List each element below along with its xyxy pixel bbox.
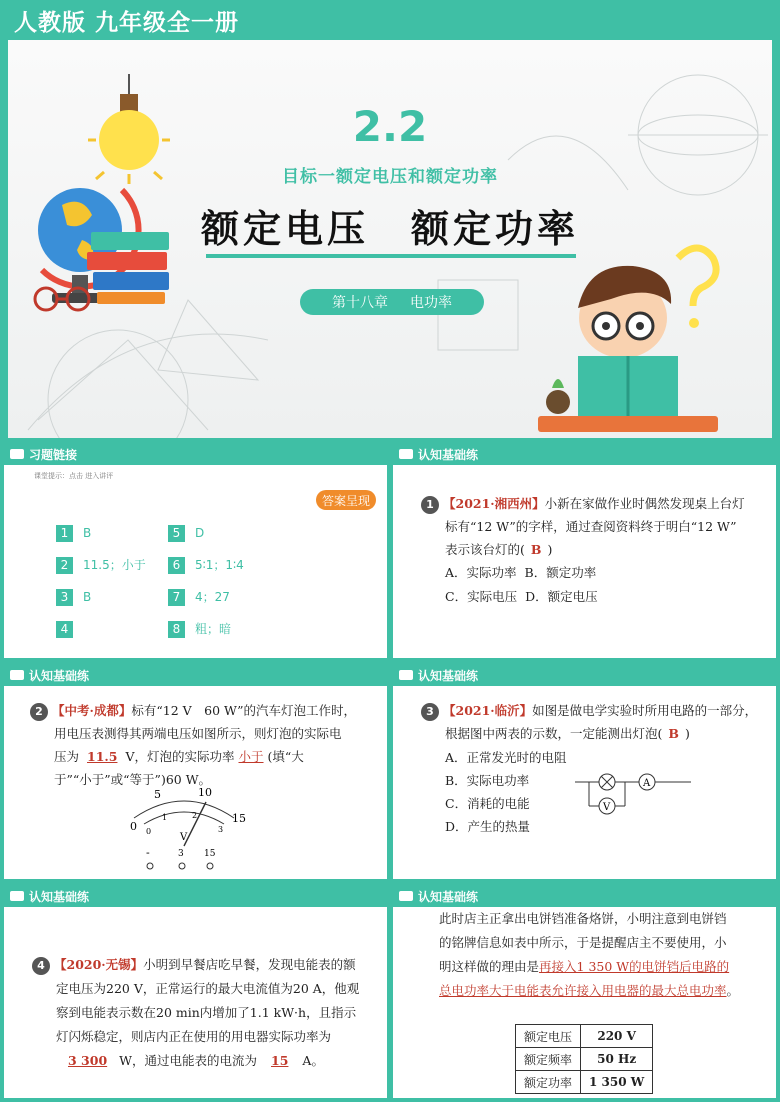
answer-value: 4；27: [195, 590, 230, 604]
option-d: D．额定电压: [525, 589, 598, 604]
panel-header: [393, 443, 776, 465]
question-text-line: 于”“小于”或“等于”)60 W。: [54, 772, 212, 787]
title-banner: [8, 40, 772, 438]
meter-inner-label: 1: [162, 813, 168, 822]
option-c: C．消耗的电能: [445, 796, 530, 811]
answer-choice: B: [668, 726, 679, 741]
table-row: [516, 1048, 653, 1071]
answer-link-6[interactable]: [168, 555, 244, 575]
question-2-panel: [4, 664, 387, 879]
meter-terminal-label: -: [146, 846, 150, 859]
question-text-line: 表示该台灯的(: [445, 542, 525, 557]
question-text-line: V，灯泡的实际功率: [125, 749, 235, 764]
answer-number-box: 4: [56, 621, 73, 638]
answer-number-box: 7: [168, 589, 185, 606]
spec-label: 额定频率: [516, 1048, 581, 1071]
question-text-line: 小明到早餐店吃早餐，发现电能表的额: [143, 957, 356, 972]
question-text-line: 如图是做电学实验时所用电路的一部分，: [532, 703, 758, 718]
spec-label: 额定电压: [516, 1025, 581, 1048]
question-text-line: ): [547, 542, 553, 557]
panel-header: [4, 664, 387, 686]
question-text-line: 用电压表测得其两端电压如图所示，则灯泡的实际电: [54, 726, 342, 741]
panel-header: [393, 885, 776, 907]
question-1-panel: [393, 443, 776, 658]
answer-link-4[interactable]: [56, 619, 83, 639]
answer-number-box: 3: [56, 589, 73, 606]
answer-value: 粗；暗: [195, 622, 232, 636]
slide-title: 额定电压 额定功率: [200, 207, 579, 251]
ammeter-label: A: [643, 778, 651, 789]
panel-header: [4, 885, 387, 907]
question-number-badge: 4: [32, 957, 50, 975]
answer-link-5[interactable]: [168, 523, 204, 543]
question-text-line: 此时店主正拿出电饼铛准备烙饼，小明注意到电饼铛: [439, 911, 727, 926]
answer-link-1[interactable]: [56, 523, 91, 543]
header-marker-icon: [10, 891, 24, 901]
question-text-line: 根据图中两表的示数，一定能测出灯泡(: [445, 726, 663, 741]
question-text-line: 定电压为220 V，正常运行的最大电流值为20 A，他观: [56, 981, 360, 996]
nameplate-table: [515, 1024, 653, 1094]
question-text-line: 灯闪烁稳定，则店内正在使用的用电器实际功率为: [56, 1029, 332, 1044]
panel-header: [393, 664, 776, 686]
voltmeter-dial-figure: [122, 788, 252, 878]
question-text-line: (填“大: [267, 749, 304, 764]
meter-tick-label: 0: [130, 820, 137, 833]
meter-tick-label: 5: [154, 788, 161, 801]
question-text-line: 察到电能表示数在20 min内增加了1.1 kW·h，且指示: [56, 1005, 357, 1020]
chapter-name: 电功率: [410, 295, 452, 311]
header-marker-icon: [399, 891, 413, 901]
spec-label: 额定功率: [516, 1071, 581, 1094]
voltmeter-label: V: [603, 802, 611, 813]
answer-reason: 再接入1 350 W的电饼铛后电路的: [539, 959, 730, 974]
option-c: C．实际电压: [445, 589, 518, 604]
answer-choice: B: [530, 542, 542, 557]
meter-inner-label: 3: [218, 825, 224, 834]
spec-value: 50 Hz: [581, 1048, 653, 1071]
section-subtitle: 目标一额定电压和额定功率: [282, 167, 498, 187]
answer-value: 11.5；小于: [83, 558, 146, 572]
option-a: A．实际功率: [445, 565, 517, 580]
answer-value: 5∶1；1∶4: [195, 558, 244, 572]
answer-value: B: [83, 590, 92, 604]
chapter-number: 第十八章: [332, 295, 388, 311]
answer-blank-power: 3 300: [68, 1053, 108, 1068]
meter-tick-label: 10: [198, 788, 212, 799]
title-underline: [206, 254, 576, 258]
answer-link-7[interactable]: [168, 587, 230, 607]
answer-number-box: 5: [168, 525, 185, 542]
option-b: B．实际电功率: [445, 773, 530, 788]
meter-inner-label: 0: [146, 827, 152, 836]
option-d: D．产生的热量: [445, 819, 531, 834]
meter-tick-label: 15: [232, 812, 246, 825]
meter-terminal-label: 3: [178, 849, 184, 859]
exercise-links-panel: [4, 443, 387, 658]
question-source: 【2021·临沂】: [443, 703, 533, 718]
chapter-pill: [300, 289, 484, 315]
panel-title: 习题链接: [29, 447, 78, 462]
header-marker-icon: [10, 670, 24, 680]
spec-value: 220 V: [581, 1025, 653, 1048]
answer-number-box: 2: [56, 557, 73, 574]
question-text-line: A。: [302, 1053, 324, 1068]
question-text-line: 标有“12 W”的字样，通过查阅资料终于明白“12 W”: [445, 519, 737, 534]
answer-value: D: [195, 526, 205, 540]
panel-title: 认知基础练: [418, 447, 479, 462]
boy-reading-illustration: [538, 238, 738, 438]
panel-header: [4, 443, 387, 465]
panel-title: 认知基础练: [418, 889, 479, 904]
question-text-line: W，通过电能表的电流为: [119, 1053, 258, 1068]
question-text-line: 的铭牌信息如表中所示，于是提醒店主不要使用，小: [439, 935, 727, 950]
question-text-line: 。: [726, 983, 740, 998]
question-4-panel: [4, 885, 387, 1098]
answer-blank-power: 小于: [238, 749, 264, 764]
question-text-line: 明这样做的理由是: [439, 959, 540, 974]
question-text-line: 标有“12 V 60 W”的汽车灯泡工作时，: [131, 703, 357, 718]
header-marker-icon: [399, 449, 413, 459]
header-marker-icon: [399, 670, 413, 680]
spec-value: 1 350 W: [581, 1071, 653, 1094]
title-slide: [0, 0, 780, 444]
answer-link-8[interactable]: [168, 619, 231, 639]
question-source: 【2021·湘西州】: [443, 496, 545, 511]
answer-link-2[interactable]: [56, 555, 146, 575]
meter-inner-label: 2: [192, 811, 198, 820]
question-number-badge: 2: [30, 703, 48, 721]
option-a: A．正常发光时的电阻: [445, 750, 567, 765]
answer-number-box: 1: [56, 525, 73, 542]
glasses-illustration: [28, 284, 98, 314]
answer-blank-voltage: 11.5: [87, 749, 118, 764]
meter-unit: V: [180, 832, 188, 843]
meter-terminal-label: 15: [204, 849, 216, 859]
question-3-panel: [393, 664, 776, 879]
answer-number-box: 6: [168, 557, 185, 574]
panel-title: 认知基础练: [418, 668, 479, 683]
question-source: 【2020·无锡】: [54, 957, 144, 972]
circuit-diagram: [573, 768, 703, 818]
section-number: 2.2: [352, 102, 428, 151]
answer-blank-current: 15: [271, 1053, 289, 1068]
publisher-label: 人教版 九年级全一册: [14, 10, 240, 36]
question-text-line: 压为: [54, 749, 80, 764]
lecture-hint: 课堂提示：点击 进入讲评: [34, 472, 114, 480]
answer-link-3[interactable]: [56, 587, 91, 607]
question-text-line: 小新在家做作业时偶然发现桌上台灯: [544, 496, 745, 511]
header-marker-icon: [10, 449, 24, 459]
panel-title: 认知基础练: [29, 889, 90, 904]
table-row: [516, 1025, 653, 1048]
question-number-badge: 3: [421, 703, 439, 721]
question-4-continued-panel: [393, 885, 776, 1098]
answer-reason: 总电功率大于电能表允许接入用电器的最大总电功率: [439, 983, 727, 998]
show-answers-button[interactable]: 答案呈现: [316, 490, 376, 510]
panel-title: 认知基础练: [29, 668, 90, 683]
question-text-line: ): [684, 726, 690, 741]
question-source: 【中考·成都】: [52, 703, 132, 718]
option-b: B．额定功率: [524, 565, 597, 580]
answer-value: B: [83, 526, 92, 540]
answer-number-box: 8: [168, 621, 185, 638]
table-row: [516, 1071, 653, 1094]
question-number-badge: 1: [421, 496, 439, 514]
